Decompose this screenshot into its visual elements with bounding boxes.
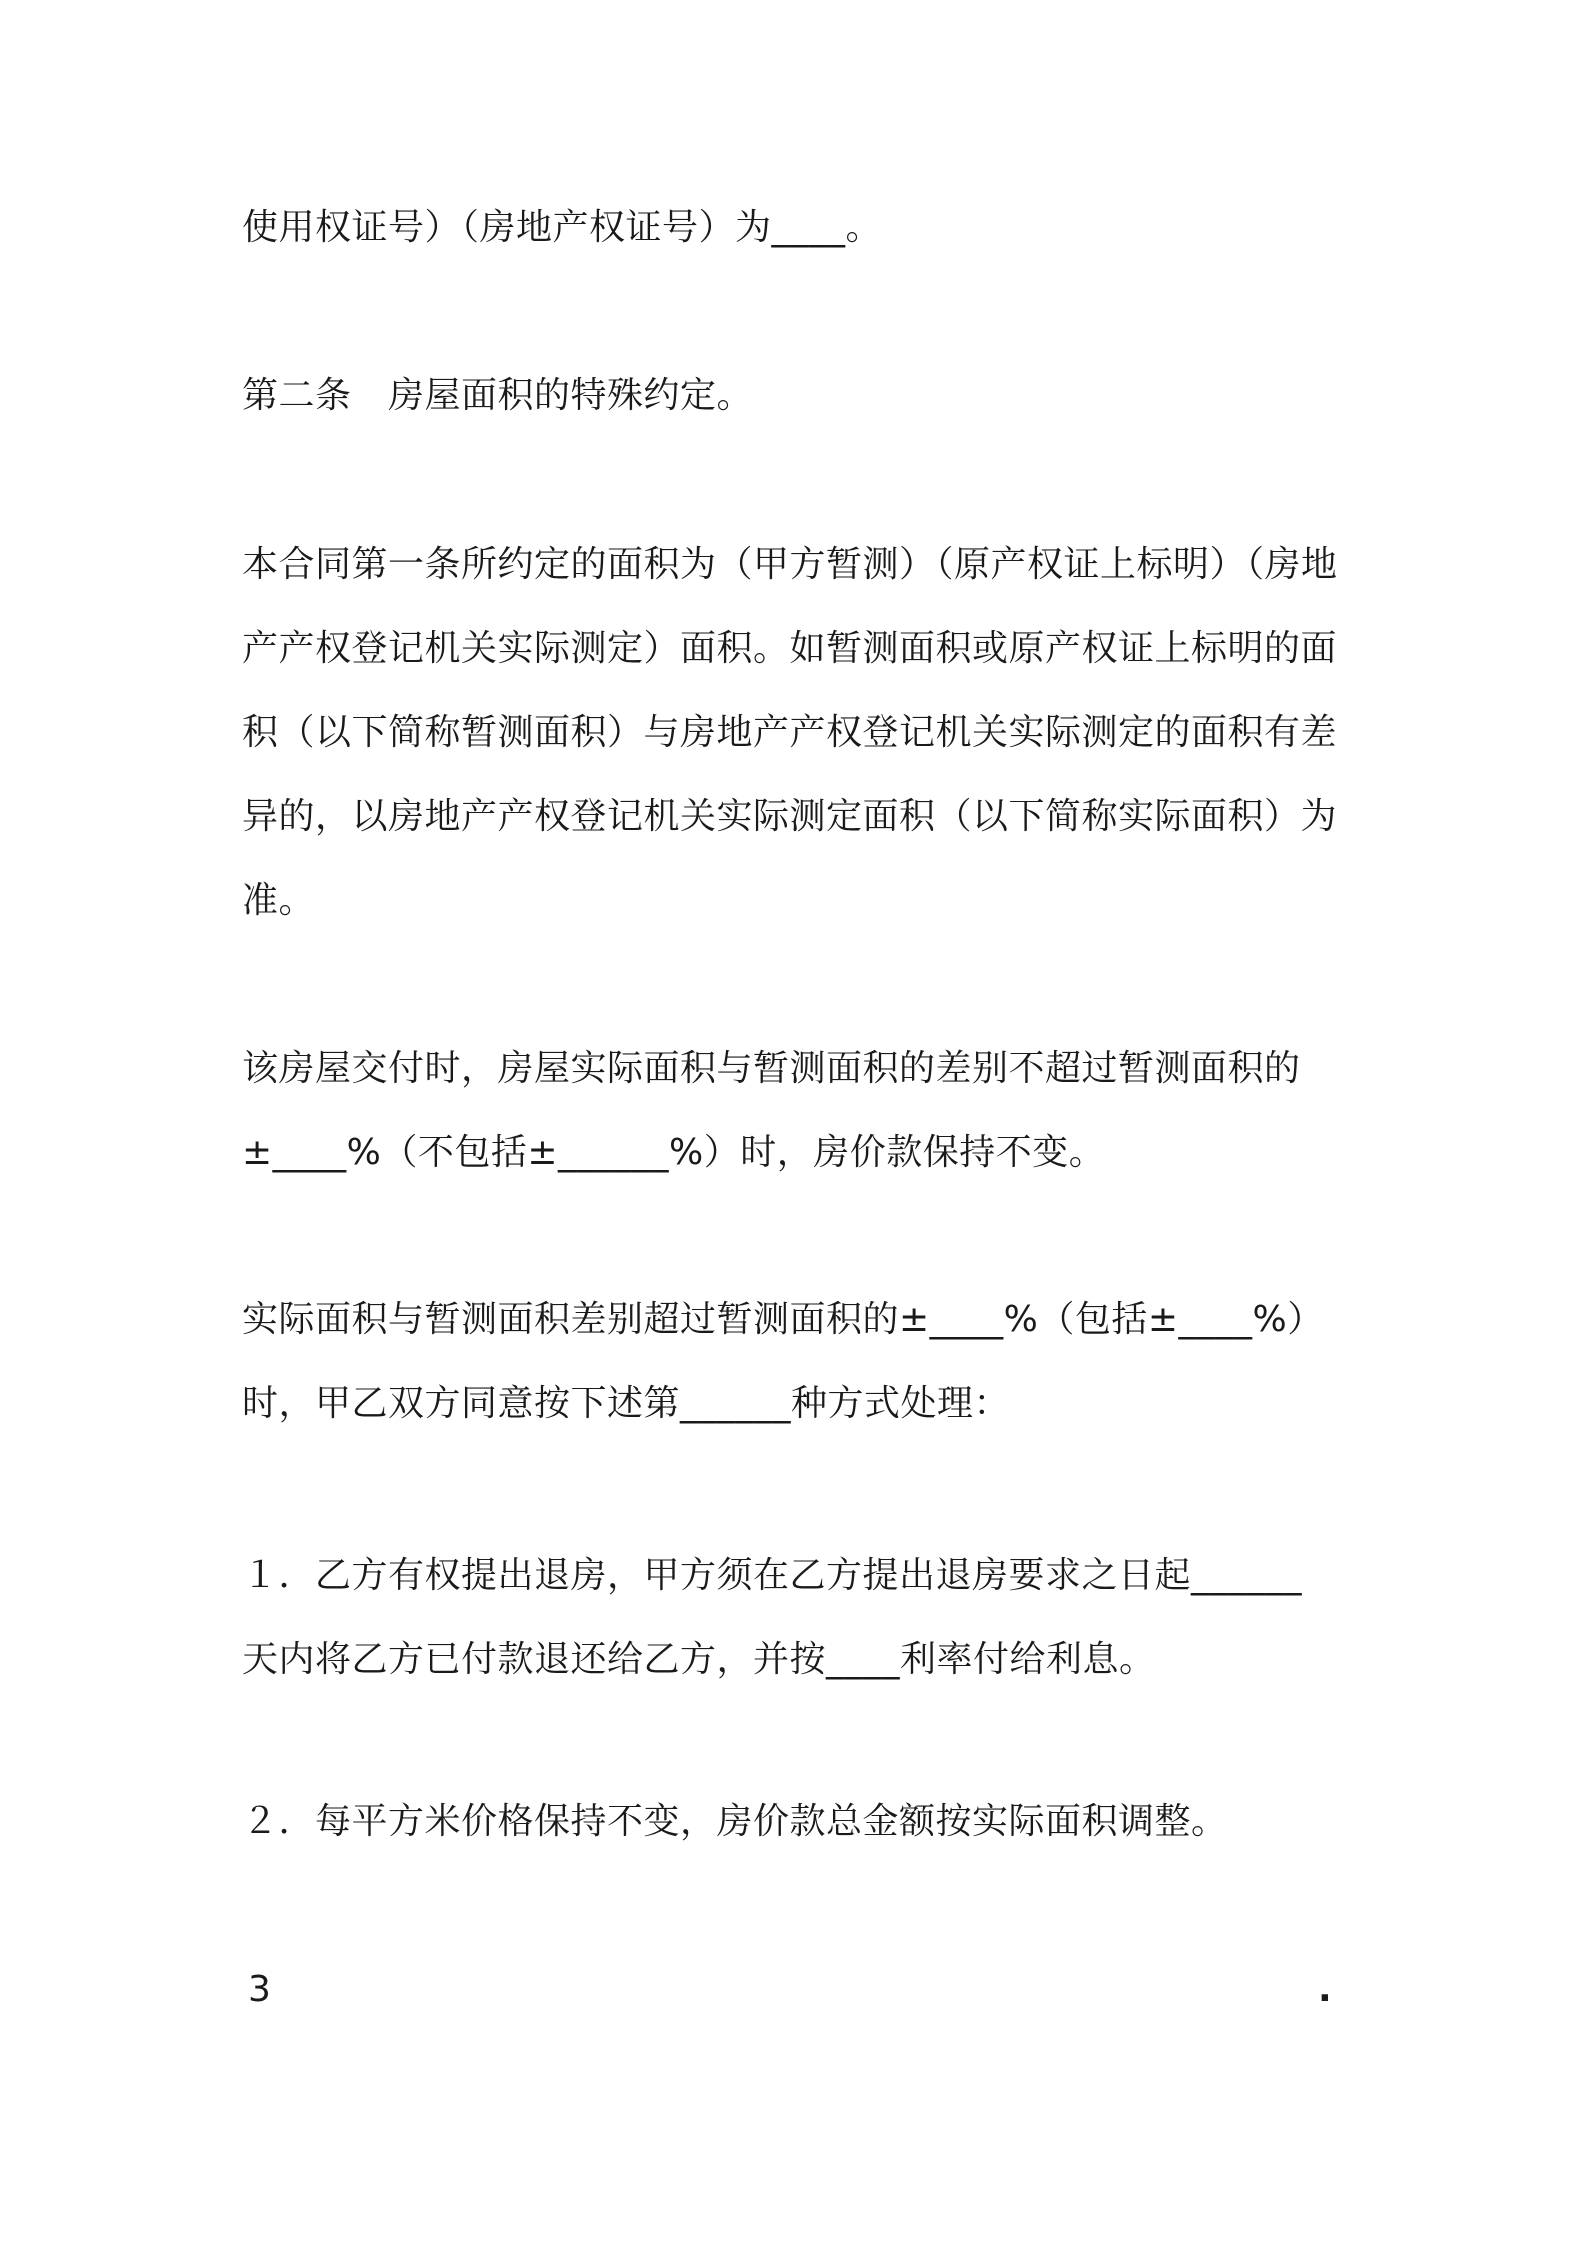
paragraph-line: ±____%（不包括±______%）时，房价款保持不变。	[242, 1132, 1106, 1173]
cert-number-line: 使用权证号）（房地产权证号）为____。	[242, 207, 883, 248]
paragraph-line: １．乙方有权提出退房，甲方须在乙方提出退房要求之日起______	[242, 1555, 1303, 1596]
list-item-3-dot: .	[1318, 1969, 1332, 2010]
paragraph-line: 本合同第一条所约定的面积为（甲方暂测）（原产权证上标明）（房地	[242, 544, 1338, 585]
list-item-1	[242, 1534, 1357, 1702]
paragraph-line: 实际面积与暂测面积差别超过暂测面积的±____%（包括±____%）	[242, 1299, 1324, 1340]
list-item-3-number: 3	[248, 1969, 271, 2010]
article-title: 第二条 房屋面积的特殊约定。	[242, 375, 754, 416]
paragraph-line: 异的，以房地产产权登记机关实际测定面积（以下简称实际面积）为	[242, 796, 1338, 837]
paragraph-line: 积（以下简称暂测面积）与房地产产权登记机关实际测定的面积有差	[242, 712, 1338, 753]
paragraph-line: 准。	[242, 880, 316, 921]
paragraph-line: 时，甲乙双方同意按下述第______种方式处理：	[242, 1383, 1011, 1424]
list-item-2: ２．每平方米价格保持不变，房价款总金额按实际面积调整。	[242, 1801, 1228, 1842]
paragraph-tolerance	[242, 1027, 1357, 1195]
paragraph-exceed	[242, 1278, 1357, 1446]
paragraph-line: 该房屋交付时，房屋实际面积与暂测面积的差别不超过暂测面积的	[242, 1048, 1301, 1089]
paragraph-line: 天内将乙方已付款退还给乙方，并按____利率付给利息。	[242, 1639, 1156, 1680]
paragraph-area-definition	[242, 523, 1357, 943]
paragraph-line: 产产权登记机关实际测定）面积。如暂测面积或原产权证上标明的面	[242, 628, 1338, 669]
